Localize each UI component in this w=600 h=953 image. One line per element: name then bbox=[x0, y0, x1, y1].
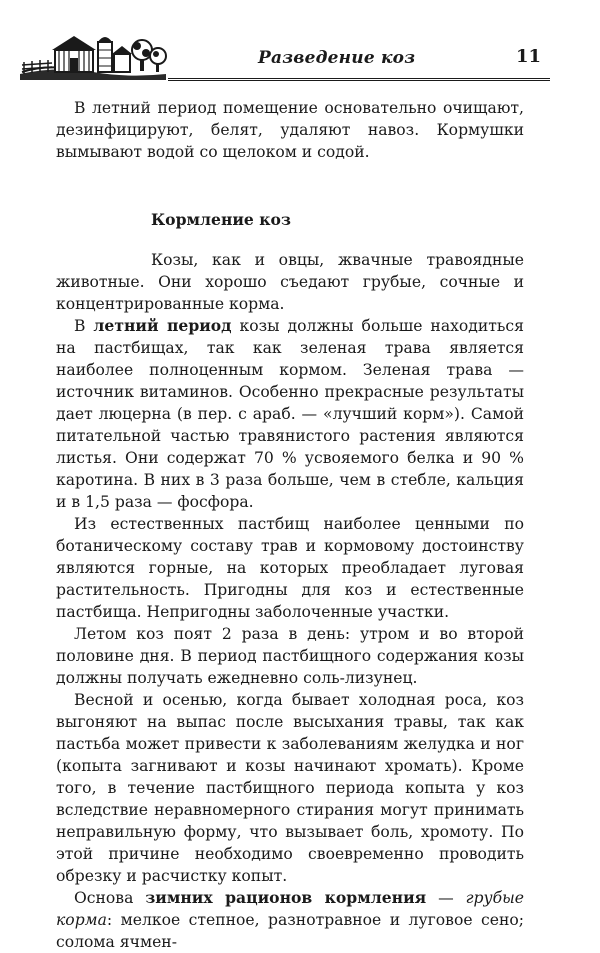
term-roughage: грубые корма bbox=[56, 889, 525, 929]
paragraph-2-lead: В bbox=[74, 317, 94, 335]
paragraph-3: Из естественных пастбищ наиболее ценными по ботаническому составу трав и кормовому достоинству являются горные, на которых преобладает луговая растительность. Пригодны для коз и естественные пастбища. Непригодны заболоченные участки. bbox=[56, 515, 524, 621]
term-winter-rations: зимних рационов кормления bbox=[145, 888, 427, 907]
running-header bbox=[18, 28, 578, 80]
paragraph-6 bbox=[56, 887, 524, 953]
paragraph-intro: В летний период помещение основательно очищают, дезинфицируют, белят, удаляют навоз. Кормушки вымывают водой со щелоком и содой. bbox=[56, 99, 524, 161]
paragraph-6-dash: — bbox=[426, 889, 466, 907]
header-rule bbox=[168, 78, 550, 81]
paragraph-6-text: : мелкое степное, разнотравное и луговое сено; солома ячмен- bbox=[56, 911, 524, 951]
paragraph-6-lead: Основа bbox=[74, 889, 146, 907]
running-title: Разведение коз bbox=[258, 48, 416, 68]
paragraph-4: Летом коз поят 2 раза в день: утром и во второй половине дня. В период пастбищного содержания козы должны получать ежедневно соль-лизунец. bbox=[56, 625, 524, 687]
paragraph-2 bbox=[56, 315, 524, 513]
page-number: 11 bbox=[516, 46, 542, 67]
section-heading: Кормление коз bbox=[151, 210, 291, 229]
paragraph-5: Весной и осенью, когда бывает холодная роса, коз выгоняют на выпас после высыхания травы, так как пастьба может привести к заболеваниям желудка и ног (копыта загнивают и козы начинают хромать). Кроме того, в течение пастбищного периода копыта у коз вследствие неравномерного стирания могут принимать неправильную форму, что вызывает боль, хромоту. По этой причине необходимо своевременно проводить обрезку и расчистку копыт. bbox=[56, 691, 524, 885]
farm-vignette-icon bbox=[18, 28, 168, 80]
term-summer-period: летний период bbox=[93, 316, 232, 335]
paragraph-2-text: козы должны больше находиться на пастбищах, так как зеленая трава является наиболее полноценным кормом. Зеленая трава — источник витаминов. Особенно прекрасные результаты дает люцерна (в пер. с араб. — «лучший корм»). Самой питательной частью травянистого растения являются листья. Они содержат 70 % усвояемого белка и 90 % каротина. В них в 3 раза больше, чем в стебле, кальция и в 1,5 раза — фосфора. bbox=[56, 317, 524, 511]
paragraph-1: Козы, как и овцы, жвачные травоядные животные. Они хорошо съедают грубые, сочные и концентрированные корма. bbox=[56, 251, 524, 313]
page-body bbox=[56, 97, 524, 953]
